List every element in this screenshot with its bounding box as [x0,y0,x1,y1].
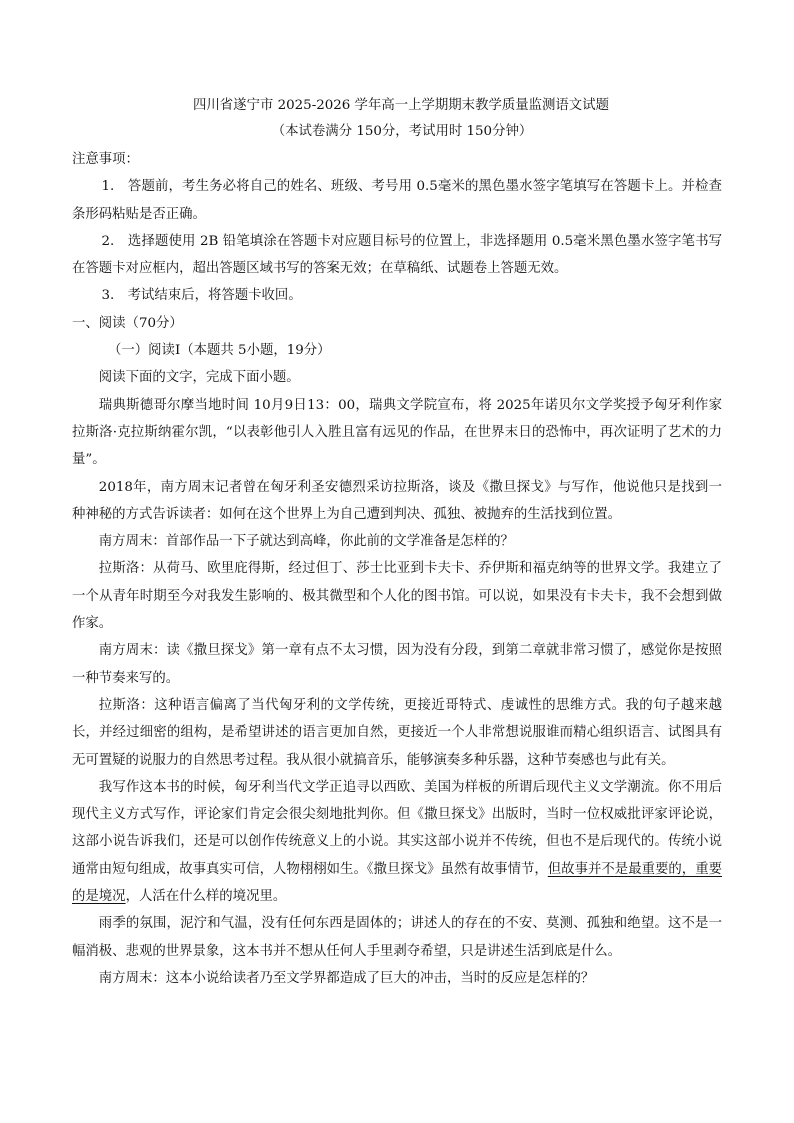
article-paragraph-8: 雨季的氛围，泥泞和气温，没有任何东西是固体的；讲述人的存在的不安、莫测、孤独和绝望。这不是一幅消极、悲观的世界景象，这本书并不想从任何人手里剥夺希望，只是讲述生活到底是什么。 [72,916,722,959]
article-paragraph-5: 南方周末：读《撒旦探戈》第一章有点不太习惯，因为没有分段，到第二章就非常习惯了，感觉你是按照一种节奏来写的。 [72,643,722,686]
article-paragraph-4: 拉斯洛：从荷马、欧里庇得斯，经过但丁、莎士比亚到卡夫卡、乔伊斯和福克纳等的世界文学。我建立了一个从青年时期至今对我发生影响的、极其微型和个人化的图书馆。可以说，如果没有卡夫卡，我不会想到做作家。 [72,561,722,632]
article-paragraph-9: 南方周末：这本小说给读者乃至文学界都造成了巨大的冲击，当时的反应是怎样的？ [98,970,595,986]
exam-subtitle: （本试卷满分 150分，考试用时 150分钟） [271,124,533,139]
paragraph-7-text-a: 我写作这本书的时候，匈牙利当代文学正追寻以西欧、美国为样板的所谓后现代主义文学潮流。你不用后现代主义方式写作，评论家们肯定会很尖刻地批判你。但《撒旦探戈》出版时，当时一位权威批评家评论说，这部小说告诉我们，还是可以创作传统意义上的小说。其实这部小说并不传统，但也不是后现代的。传统小说通常由短句组成，故事真实可信，人物栩栩如生。《撒旦探戈》虽然有故事情节， [72,779,722,877]
note-item-3: 3. 考试结束后，将答题卡收回。 [101,288,302,304]
section-heading: 一、阅读（70分） [72,315,183,331]
underlined-sentence: 但故事并不是最重要的，重要的是境况 [72,861,722,905]
section-sub-heading: （一）阅读Ⅰ（本题共 5小题，19分） [108,343,331,359]
notes-heading: 注意事项： [72,152,139,167]
article-paragraph-7 [72,774,722,910]
article-paragraph-3: 南方周末：首部作品一下子就达到高峰，你此前的文学准备是怎样的？ [98,534,514,550]
article-paragraph-1: 瑞典斯德哥尔摩当地时间 10月9日13：00，瑞典文学院宣布，将 2025年诺贝尔文学奖授予匈牙利作家拉斯洛·克拉斯纳霍尔凯，“以表彰他引人入胜且富有远见的作品，在世界末日的恐怖中，再次证明了艺术的力量”。 [72,397,722,468]
reading-instruction: 阅读下面的文字，完成下面小题。 [98,370,300,386]
article-paragraph-6: 拉斯洛：这种语言偏离了当代匈牙利的文学传统，更接近哥特式、虔诚性的思维方式。我的句子越来越长，并经过细密的组构，是希望讲述的语言更加自然，更接近一个人非常想说服谁而精心组织语言、试图具有无可置疑的说服力的自然思考过程。我从很小就搞音乐，能够演奏多种乐器，这种节奏感也与此有关。 [72,697,722,768]
paragraph-7-text-c: ，人活在什么样的境况里。 [125,889,287,905]
exam-title: 四川省遂宁市 2025-2026 学年高一上学期期末教学质量监测语文试题 [193,98,609,113]
note-item-2: 2. 选择题使用 2B 铅笔填涂在答题卡对应题目标号的位置上，非选择题用 0.5毫米黑色墨水签字笔书写在答题卡对应框内，超出答题区域书写的答案无效；在草稿纸、试题卷上答题无效。 [72,233,722,277]
note-item-1: 1. 答题前，考生务必将自己的姓名、班级、考号用 0.5毫米的黑色墨水签字笔填写在答题卡上。并检查条形码粘贴是否正确。 [72,179,722,222]
article-paragraph-2: 2018年，南方周末记者曾在匈牙利圣安德烈采访拉斯洛，谈及《撒旦探戈》与写作，他说他只是找到一种神秘的方式告诉读者：如何在这个世界上为自己遭到判决、孤独、被抛弃的生活找到位置。 [72,479,722,522]
